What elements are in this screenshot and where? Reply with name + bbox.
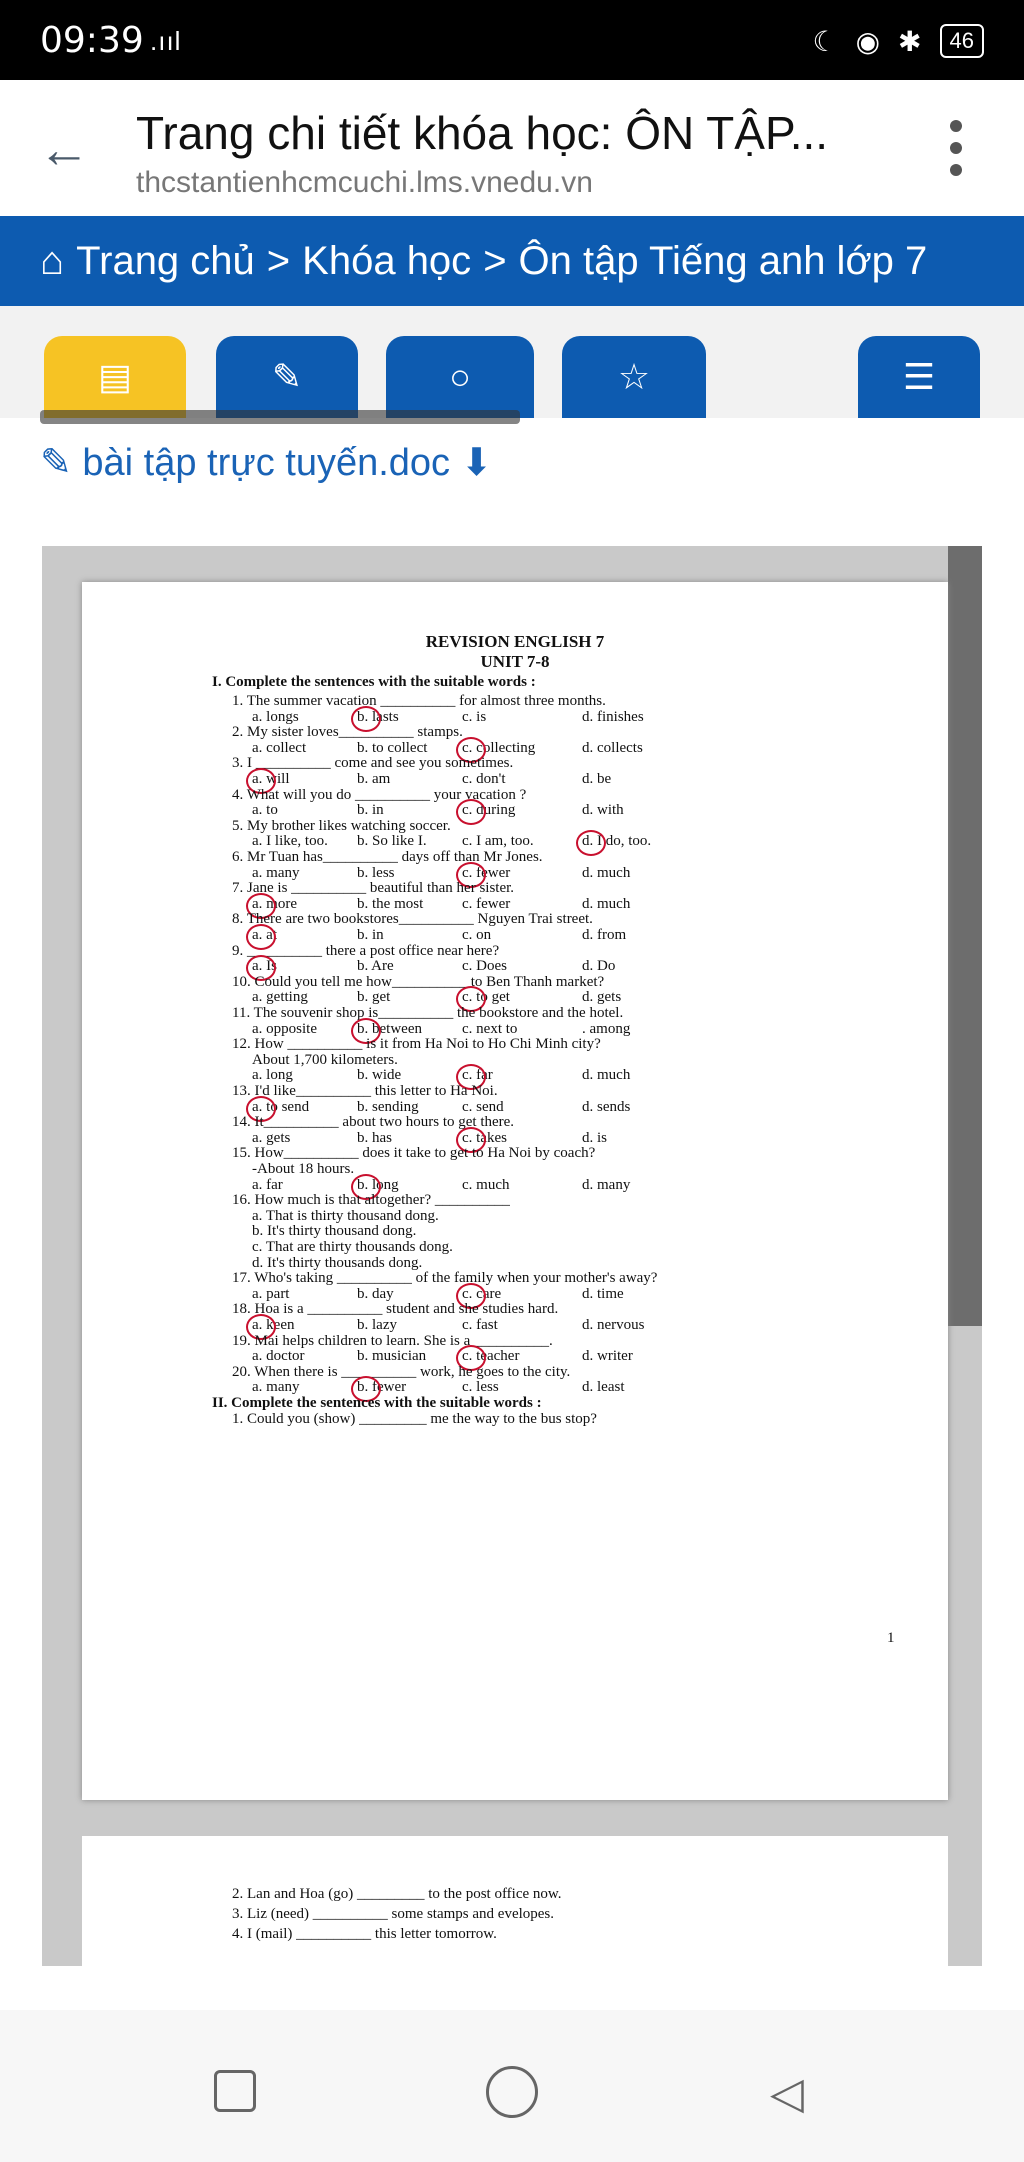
- answer-option: b. in: [357, 927, 384, 943]
- answer-circle-mark: [576, 830, 606, 856]
- tab-attachments[interactable]: [216, 336, 358, 418]
- answer-option: b. It's thirty thousand dong.: [252, 1223, 417, 1240]
- question-text: 9. __________ there a post office near here?: [232, 942, 500, 959]
- answer-option: a. part: [252, 1285, 290, 1302]
- answer-option: c. collecting: [462, 739, 536, 756]
- answer-option: c. fewer: [462, 864, 511, 881]
- answer-option: c. to get: [462, 989, 510, 1006]
- answer-option: c. fast: [462, 1317, 498, 1333]
- system-nav-bar: [0, 2010, 1024, 2162]
- answer-option: d. time: [582, 1285, 624, 1302]
- page-title: Trang chi tiết khóa học: ÔN TẬP...: [136, 107, 829, 159]
- star-icon: ☆: [617, 356, 651, 397]
- comment-icon: ○: [449, 356, 471, 397]
- answer-option: b. wide: [357, 1067, 402, 1084]
- course-toolbar: [0, 306, 1024, 418]
- answer-option: a. far: [252, 1176, 283, 1193]
- answer-option: b. musician: [357, 1348, 427, 1365]
- answer-option: b. the most: [357, 895, 424, 912]
- doc-section-heading: II. Complete the sentences with the suitable words :: [212, 1395, 542, 1411]
- answer-option: c. on: [462, 927, 492, 943]
- document-page-2: [82, 1836, 948, 1996]
- answer-option: d. from: [582, 927, 627, 943]
- moon-icon: ☾: [812, 25, 838, 57]
- answer-option: a. That is thirty thousand dong.: [252, 1207, 439, 1224]
- answer-option: c. takes: [462, 1129, 507, 1146]
- question-text: 4. What will you do __________ your vacation ?: [232, 786, 527, 803]
- menu-button[interactable]: [858, 336, 980, 418]
- answer-option: a. doctor: [252, 1348, 305, 1365]
- answer-option: a. gets: [252, 1129, 291, 1146]
- breadcrumb-current[interactable]: Ôn tập Tiếng anh lớp 7: [518, 238, 928, 283]
- breadcrumb-separator: >: [483, 238, 507, 283]
- answer-option: b. am: [357, 771, 391, 787]
- question-answer-text: About 1,700 kilometers.: [252, 1051, 398, 1068]
- battery-icon: 46: [940, 24, 984, 58]
- answer-option: a. getting: [252, 989, 308, 1006]
- answer-option: a. longs: [252, 708, 299, 725]
- answer-option: . among: [582, 1020, 631, 1037]
- home-icon[interactable]: ⌂: [40, 238, 65, 283]
- question-text: 2. My sister loves__________ stamps.: [232, 724, 463, 741]
- answer-option: d. I do, too.: [582, 833, 652, 850]
- answer-option: d. much: [582, 1067, 631, 1084]
- attachment-name: bài tập trực tuyến.doc: [82, 442, 451, 484]
- page-url: thcstantienhcmcuchi.lms.vnedu.vn: [136, 166, 593, 199]
- answer-option: a. opposite: [252, 1020, 317, 1037]
- answer-option: b. day: [357, 1285, 394, 1302]
- question-text: 14. It__________ about two hours to get there.: [232, 1114, 515, 1131]
- lock-icon: ◉: [855, 25, 881, 57]
- doc-section-heading: I. Complete the sentences with the suitable words :: [212, 674, 536, 690]
- question-text: 18. Hoa is a __________ student and she studies hard.: [232, 1301, 559, 1318]
- answer-option: d. writer: [582, 1348, 633, 1365]
- answer-option: d. Do: [582, 958, 616, 975]
- answer-option: a. I like, too.: [252, 833, 328, 850]
- answer-option: b. Are: [357, 958, 394, 975]
- answer-option: b. fewer: [357, 1379, 407, 1396]
- answer-option: c. send: [462, 1098, 504, 1115]
- question-text: 15. How__________ does it take to get to Ha Noi by coach?: [232, 1145, 596, 1162]
- paperclip-icon: ✎: [40, 442, 72, 484]
- answer-option: c. care: [462, 1285, 502, 1302]
- answer-option: a. collect: [252, 739, 307, 756]
- question-text: 17. Who's taking __________ of the family when your mother's away?: [232, 1270, 658, 1287]
- question-text: 3. Liz (need) __________ some stamps and evelopes.: [232, 1906, 555, 1922]
- breadcrumb: [0, 216, 1024, 306]
- answer-option: c. fewer: [462, 895, 511, 912]
- home-button[interactable]: [486, 2066, 538, 2118]
- answer-option: b. in: [357, 802, 384, 819]
- answer-option: a. long: [252, 1067, 293, 1084]
- question-text: 11. The souvenir shop is__________ the bookstore and the hotel.: [232, 1005, 624, 1021]
- answer-option: d. sends: [582, 1098, 631, 1115]
- answer-option: d. nervous: [582, 1317, 645, 1333]
- app-bar: [0, 80, 1024, 217]
- question-text: 1. The summer vacation __________ for almost three months.: [232, 693, 606, 709]
- back-button[interactable]: ◁: [770, 2069, 804, 2118]
- signal-icon: .ııl: [150, 26, 182, 56]
- question-text: 1. Could you (show) _________ me the way to the bus stop?: [232, 1410, 597, 1427]
- answer-option: d. with: [582, 802, 624, 819]
- doc-unit: UNIT 7-8: [480, 652, 550, 671]
- overflow-menu-icon[interactable]: [950, 120, 964, 186]
- question-text: 5. My brother likes watching soccer.: [232, 817, 451, 834]
- question-answer-text: -About 18 hours.: [252, 1161, 355, 1177]
- doc-title: REVISION ENGLISH 7: [425, 632, 605, 651]
- answer-option: b. to collect: [357, 739, 428, 756]
- status-icons: [813, 24, 985, 58]
- answer-option: c. far: [462, 1067, 493, 1084]
- clipped-heading: [40, 410, 520, 424]
- question-text: 19. Mai helps children to learn. She is a __________.: [232, 1332, 553, 1349]
- breadcrumb-course[interactable]: Khóa học: [302, 238, 472, 283]
- answer-option: a. to send: [252, 1098, 310, 1115]
- answer-option: a. many: [252, 1379, 300, 1396]
- answer-option: c. is: [462, 708, 487, 725]
- tab-favorite[interactable]: [562, 336, 706, 418]
- status-bar: [0, 0, 1024, 80]
- answer-option: b. lazy: [357, 1317, 397, 1333]
- answer-option: d. finishes: [582, 708, 644, 725]
- answer-option: d. much: [582, 895, 631, 912]
- viewer-scrollbar[interactable]: [948, 546, 982, 1326]
- answer-option: b. So like I.: [357, 833, 427, 850]
- question-text: 12. How __________ is it from Ha Noi to Ho Chi Minh city?: [232, 1036, 601, 1053]
- book-icon: ▤: [97, 356, 132, 397]
- answer-circle-mark: [456, 799, 486, 825]
- download-icon[interactable]: ⬇: [460, 442, 493, 484]
- answer-option: a. to: [252, 802, 278, 819]
- answer-option: b. get: [357, 989, 391, 1006]
- answer-option: c. teacher: [462, 1348, 520, 1365]
- answer-option: d. least: [582, 1379, 625, 1396]
- answer-option: c. Does: [462, 958, 507, 975]
- question-text: 2. Lan and Hoa (go) _________ to the post office now.: [232, 1886, 562, 1902]
- recent-apps-button[interactable]: [214, 2070, 256, 2112]
- answer-option: b. lasts: [357, 708, 399, 725]
- hamburger-icon: ☰: [902, 356, 936, 397]
- question-text: 20. When there is __________ work, he goes to the city.: [232, 1363, 571, 1380]
- answer-option: d. collects: [582, 739, 643, 756]
- page-number: 1: [887, 1630, 895, 1646]
- question-text: 16. How much is that altogether? __________: [232, 1192, 510, 1209]
- question-text: 13. I'd like__________ this letter to Ha Noi.: [232, 1083, 498, 1099]
- answer-option: a. keen: [252, 1317, 295, 1333]
- attachment-link[interactable]: [40, 440, 492, 485]
- answer-option: d. is: [582, 1129, 608, 1146]
- answer-option: b. long: [357, 1176, 399, 1193]
- answer-option: d. many: [582, 1176, 631, 1193]
- paperclip-icon: ✎: [271, 356, 303, 397]
- question-text: 7. Jane is __________ beautiful than her sister.: [232, 880, 515, 897]
- status-time: 09:39: [40, 20, 144, 61]
- breadcrumb-separator: >: [266, 238, 291, 283]
- answer-option: a. will: [252, 771, 290, 787]
- answer-option: d. It's thirty thousands dong.: [252, 1254, 423, 1271]
- question-text: 8. There are two bookstores__________ Nguyen Trai street.: [232, 911, 593, 928]
- answer-option: d. much: [582, 864, 631, 881]
- answer-option: c. much: [462, 1176, 510, 1193]
- question-text: 6. Mr Tuan has__________ days off than Mr Jones.: [232, 849, 543, 865]
- question-text: 10. Could you tell me how__________ to Ben Thanh market?: [232, 973, 605, 990]
- answer-option: a. more: [252, 895, 297, 912]
- document-page-1: [82, 582, 948, 1800]
- answer-option: c. during: [462, 802, 516, 819]
- answer-option: c. less: [462, 1379, 499, 1396]
- tab-document[interactable]: [44, 336, 186, 418]
- back-arrow-icon[interactable]: ←: [38, 121, 90, 179]
- answer-option: c. don't: [462, 771, 506, 787]
- question-text: 3. I __________ come and see you sometimes.: [232, 755, 514, 772]
- answer-option: b. has: [357, 1129, 392, 1146]
- answer-option: c. I am, too.: [462, 833, 534, 850]
- document-viewer[interactable]: [42, 546, 982, 1966]
- breadcrumb-home[interactable]: Trang chủ: [76, 238, 255, 283]
- answer-option: a. Is: [252, 958, 277, 975]
- answer-option: c. next to: [462, 1020, 518, 1037]
- answer-option: c. That are thirty thousands dong.: [252, 1239, 453, 1255]
- tab-comments[interactable]: [386, 336, 534, 418]
- answer-option: a. many: [252, 864, 300, 881]
- bluetooth-icon: ✱: [898, 25, 922, 57]
- answer-option: b. less: [357, 864, 395, 881]
- answer-option: a. at: [252, 927, 277, 943]
- question-text: 4. I (mail) __________ this letter tomorrow.: [232, 1926, 497, 1942]
- answer-option: d. be: [582, 771, 612, 787]
- answer-option: b. sending: [357, 1098, 419, 1115]
- answer-option: d. gets: [582, 989, 622, 1006]
- answer-option: b. between: [357, 1020, 422, 1037]
